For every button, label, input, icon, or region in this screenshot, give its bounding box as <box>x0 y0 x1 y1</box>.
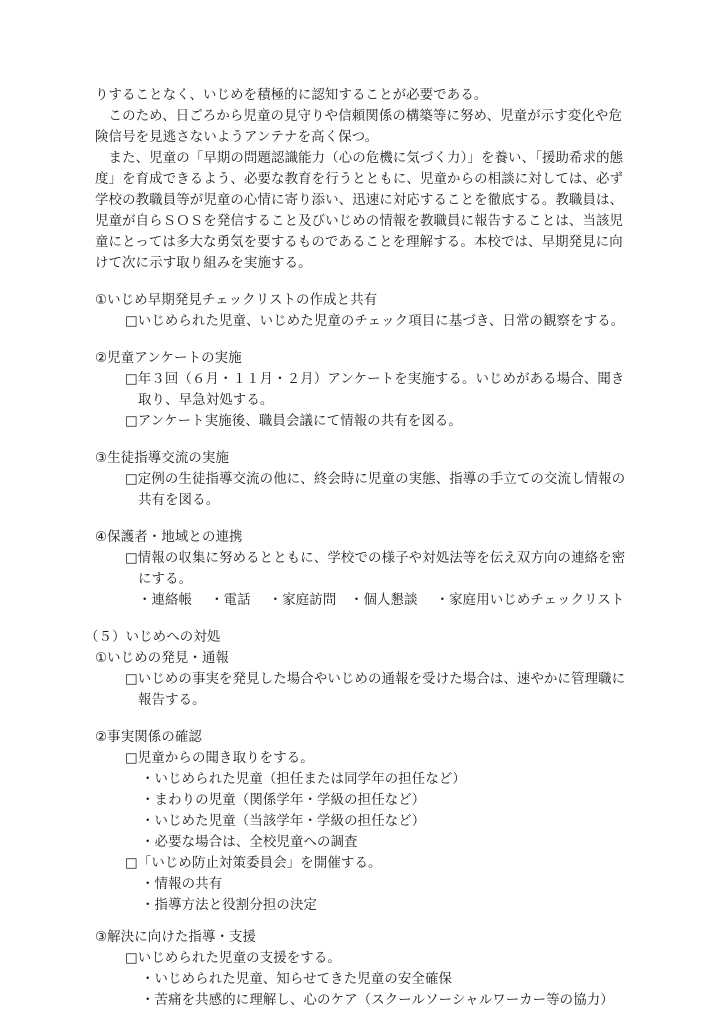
checklist-item: □アンケート実施後、職員会議にて情報の共有を図る。 <box>125 414 462 429</box>
checklist-item: □いじめられた児童、いじめた児童のチェック項目に基づき、日常の観察をする。 <box>125 314 625 329</box>
section-heading-support: ③解決に向けた指導・支援 <box>95 930 257 945</box>
bullet-item: ・いじめた児童（当該学年・学級の担任など） <box>141 814 426 829</box>
section-heading-guidance-exchange: ③生徒指導交流の実施 <box>95 451 230 466</box>
intro-line: また、児童の「早期の問題認識能力（心の危機に気づく力）」を養い、「援助希求的態 <box>95 151 624 166</box>
section-heading-parent-community: ④保護者・地域との連携 <box>95 530 243 545</box>
checklist-item: □いじめられた児童の支援をする。 <box>125 951 341 966</box>
intro-line: 学校の教職員等が児童の心情に寄り添い、迅速に対応することを徹底する。教職員は、 <box>95 193 624 208</box>
checklist-item-continuation: 報告する。 <box>138 693 206 708</box>
checklist-item: □情報の収集に努めるとともに、学校での様子や対処法等を伝え双方向の連絡を密 <box>125 551 626 566</box>
checklist-item: □児童からの聞き取りをする。 <box>125 751 314 766</box>
checklist-item-continuation: 取り、早急対処する。 <box>138 393 274 408</box>
section-heading-discovery: ①いじめの発見・通報 <box>95 651 230 666</box>
checklist-item: □「いじめ防止対策委員会」を開催する。 <box>125 856 382 871</box>
bullet-item: ・指導方法と役割分担の決定 <box>141 898 318 913</box>
checklist-item: □定例の生徒指導交流の他に、終会時に児童の実態、指導の手立ての交流し情報の <box>125 472 626 487</box>
intro-line: 童にとっては多大な勇気を要するものであることを理解する。本校では、早期発見に向 <box>95 235 623 250</box>
checklist-item: □いじめの事実を発見した場合やいじめの通報を受けた場合は、速やかに管理職に <box>125 672 626 687</box>
bullet-item: ・いじめられた児童（担任または同学年の担任など） <box>141 772 466 787</box>
bullet-item: ・まわりの児童（関係学年・学級の担任など） <box>141 793 426 808</box>
intro-line: りすることなく、いじめを積極的に認知することが必要である。 <box>95 88 488 103</box>
bullet-item: ・必要な場合は、全校児童への調査 <box>141 835 358 850</box>
checklist-item: □年３回（６月・１１月・２月）アンケートを実施する。いじめがある場合、聞き <box>125 372 625 387</box>
intro-line: けて次に示す取り組みを実施する。 <box>95 256 312 271</box>
section-heading-checklist: ①いじめ早期発見チェックリストの作成と共有 <box>95 293 378 308</box>
intro-line: このため、日ごろから児童の見守りや信頼関係の構築等に努め、児童が示す変化や危 <box>95 109 623 124</box>
intro-line: 険信号を見逃さないようアンテナを高く保つ。 <box>95 130 379 145</box>
chapter-heading-response: （５）いじめへの対処 <box>85 630 221 645</box>
bullet-item: ・苦痛を共感的に理解し、心のケア（スクールソーシャルワーカー等の協力） <box>141 993 614 1008</box>
section-heading-fact-check: ②事実関係の確認 <box>95 730 202 745</box>
checklist-item-continuation: 共有を図る。 <box>138 493 220 508</box>
section-heading-survey: ②児童アンケートの実施 <box>95 351 242 366</box>
checklist-item-continuation: にする。 <box>138 572 193 587</box>
bullet-item: ・いじめられた児童、知らせてきた児童の安全確保 <box>141 972 453 987</box>
intro-line: 度」を育成できるよう、必要な教育を行うとともに、児童からの相談に対しては、必ず <box>95 172 624 187</box>
bullet-list-contact-methods: ・連絡帳 ・電話 ・家庭訪問 ・個人懇談 ・家庭用いじめチェックリスト <box>138 593 625 608</box>
intro-line: 児童が自らＳＯＳを発信すること及びいじめの情報を教職員に報告することは、当該児 <box>95 214 624 229</box>
bullet-item: ・情報の共有 <box>141 877 223 892</box>
